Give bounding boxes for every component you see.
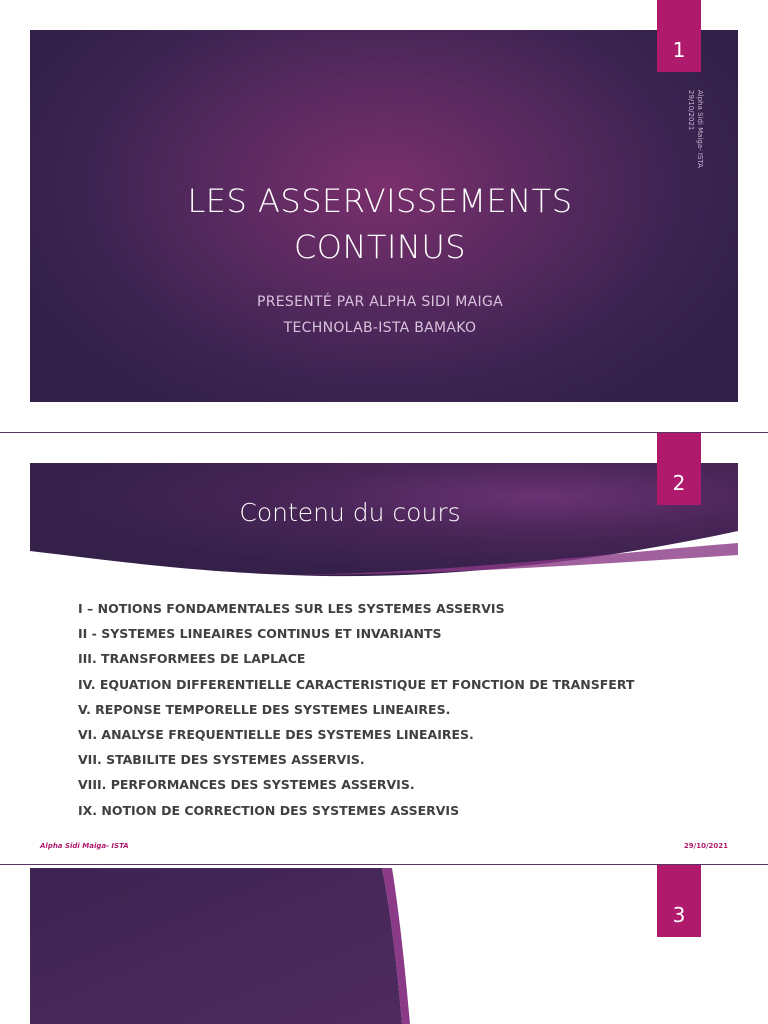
- toc-item: VIII. PERFORMANCES DES SYSTEMES ASSERVIS.: [78, 777, 415, 793]
- toc-item: VI. ANALYSE FREQUENTIELLE DES SYSTEMES LINEAIRES.: [78, 726, 474, 742]
- slide-number-badge: [657, 0, 701, 72]
- slide-title: Contenu du cours: [239, 498, 461, 527]
- slide-number: 1: [672, 38, 686, 62]
- toc-item: III. TRANSFORMEES DE LAPLACE: [78, 651, 306, 667]
- title-line-2: CONTINUS: [293, 228, 467, 266]
- slide-2: [0, 432, 768, 864]
- slide-number: 3: [672, 903, 686, 927]
- footer-author: Alpha Sidi Maiga- ISTA: [40, 842, 129, 850]
- slide-number-badge: [657, 433, 701, 505]
- title-line-1: LES ASSERVISSEMENTS: [187, 182, 573, 220]
- toc-item: IV. EQUATION DIFFERENTIELLE CARACTERISTIQUE ET FONCTION DE TRANSFERT: [78, 676, 635, 692]
- slide-number-badge: [657, 865, 701, 937]
- toc-item: VII. STABILITE DES SYSTEMES ASSERVIS.: [78, 752, 365, 768]
- slide-number: 2: [672, 471, 686, 495]
- toc-item: V. REPONSE TEMPORELLE DES SYSTEMES LINEAIRES.: [78, 701, 451, 717]
- toc-item: IX. NOTION DE CORRECTION DES SYSTEMES ASSERVIS: [78, 802, 460, 818]
- institution-line: TECHNOLAB-ISTA BAMAKO: [283, 320, 477, 336]
- slide-1: [0, 0, 768, 432]
- side-note-author: Alpha Sidi Maiga- ISTA: [696, 90, 704, 168]
- presenter-line: PRESENTÉ PAR ALPHA SIDI MAIGA: [256, 294, 504, 310]
- toc-item: I – NOTIONS FONDAMENTALES SUR LES SYSTEMES ASSERVIS: [78, 601, 505, 616]
- slide-3: [0, 865, 768, 1024]
- presentation-title: [60, 178, 700, 270]
- side-note-date: 29/10/2021: [687, 90, 695, 131]
- side-note: [687, 90, 704, 210]
- title-panel: [30, 868, 410, 1024]
- title-panel: [30, 30, 738, 402]
- toc-item: II - SYSTEMES LINEAIRES CONTINUS ET INVARIANTS: [78, 626, 442, 642]
- course-contents-list: [78, 600, 634, 827]
- footer-date: 29/10/2021: [683, 842, 728, 850]
